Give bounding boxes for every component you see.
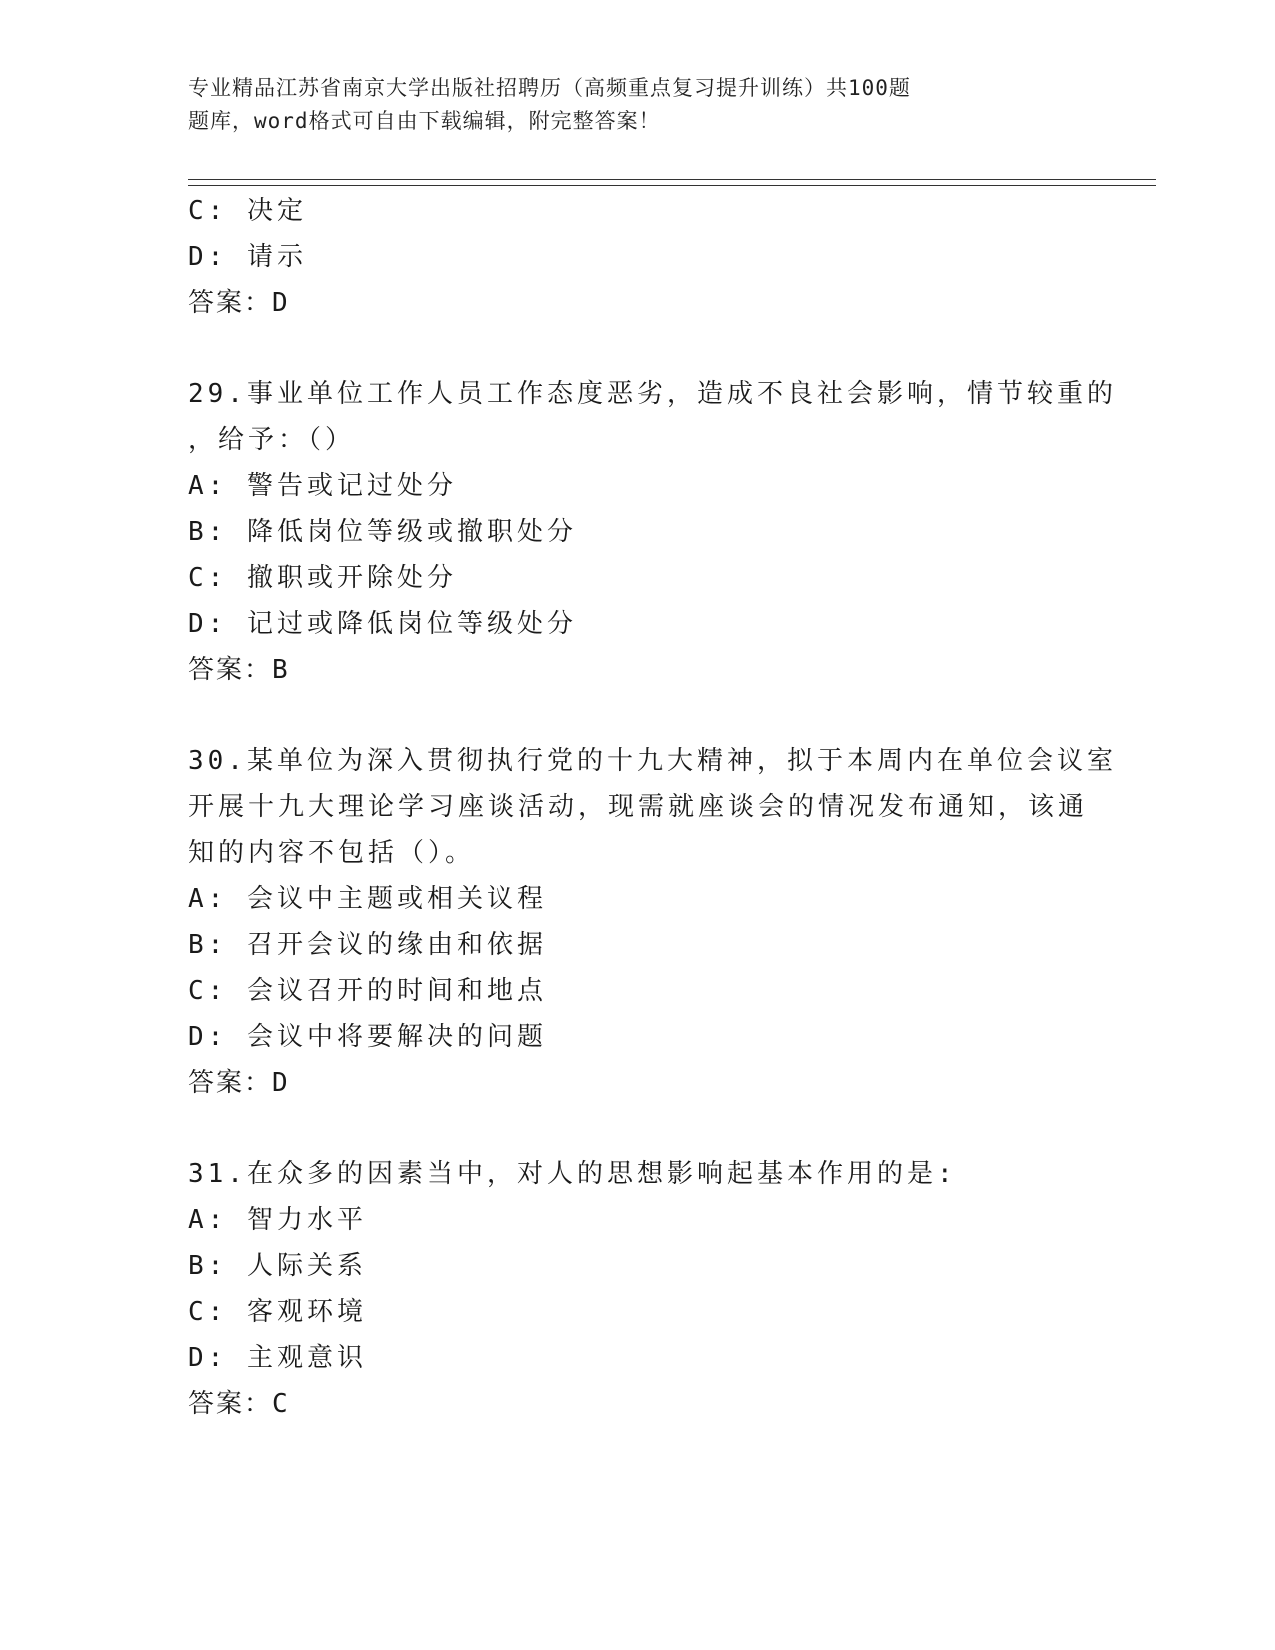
header-line-2: 题库，word格式可自由下载编辑，附完整答案！ [188,109,661,133]
spacer [188,693,1088,738]
question-block-28 [188,188,1088,326]
option-b: B: 召开会议的缘由和依据 [188,930,547,960]
option-d: D: 请示 [188,242,307,272]
question-text: 29.事业单位工作人员工作态度恶劣，造成不良社会影响，情节较重的 [188,379,1117,409]
question-block-29 [188,371,1117,693]
option-b: B: 降低岗位等级或撤职处分 [188,517,577,547]
option-a: A: 警告或记过处分 [188,471,457,501]
option-a: A: 智力水平 [188,1205,367,1235]
question-list [188,188,1117,1427]
option-a: A: 会议中主题或相关议程 [188,884,547,914]
spacer [188,1106,1088,1151]
spacer [188,326,1088,371]
answer: 答案：D [188,288,290,318]
question-block-30 [188,738,1117,1106]
header-line-1: 专业精品江苏省南京大学出版社招聘历（高频重点复习提升训练）共100题 [188,76,911,100]
question-text-cont: 开展十九大理论学习座谈活动，现需就座谈会的情况发布通知，该通 [188,792,1089,822]
option-d: D: 会议中将要解决的问题 [188,1022,547,1052]
question-text-cont: ，给予：（） [188,425,356,455]
option-c: C: 决定 [188,196,307,226]
question-block-31 [188,1151,1088,1427]
option-c: C: 会议召开的时间和地点 [188,976,547,1006]
question-text: 31.在众多的因素当中，对人的思想影响起基本作用的是: [188,1159,957,1189]
option-c: C: 客观环境 [188,1297,367,1327]
header-divider-bottom [188,185,1156,186]
document-header [188,72,1068,138]
answer: 答案：B [188,655,290,685]
question-text-cont: 知的内容不包括（）。 [188,838,476,868]
option-c: C: 撤职或开除处分 [188,563,457,593]
answer: 答案：D [188,1068,290,1098]
option-b: B: 人际关系 [188,1251,367,1281]
option-d: D: 记过或降低岗位等级处分 [188,609,577,639]
option-d: D: 主观意识 [188,1343,367,1373]
question-text: 30.某单位为深入贯彻执行党的十九大精神，拟于本周内在单位会议室 [188,746,1117,776]
header-divider-top [188,179,1156,180]
answer: 答案：C [188,1389,290,1419]
